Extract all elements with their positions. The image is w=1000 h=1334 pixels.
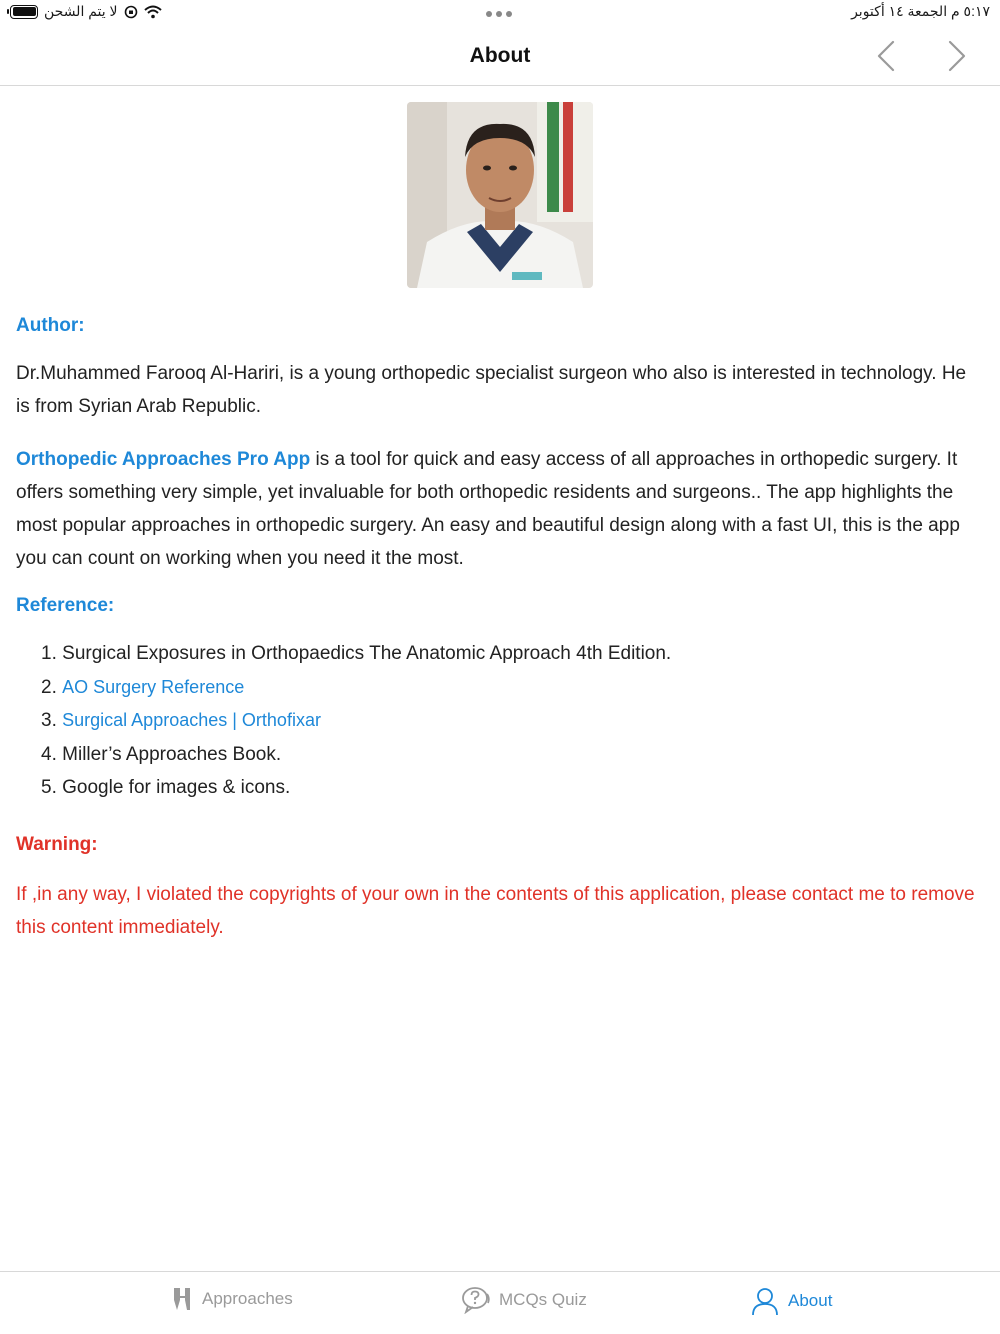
about-content [0, 87, 1000, 944]
back-button[interactable] [868, 38, 904, 74]
person-icon [750, 1286, 780, 1316]
ao-surgery-reference-link[interactable]: AO Surgery Reference [62, 676, 245, 697]
charging-status: لا يتم الشحن [44, 3, 118, 19]
author-heading: Author: [16, 315, 85, 336]
reference-item: 5. Google for images & icons. [41, 777, 291, 798]
status-bar [0, 0, 1000, 28]
tab-bar [0, 1271, 1000, 1334]
nav-bar [0, 28, 1000, 86]
status-left [10, 3, 162, 20]
app-description [16, 443, 984, 575]
multitasking-dots-icon[interactable] [486, 11, 512, 17]
reference-list [16, 637, 984, 805]
wifi-icon [144, 5, 162, 19]
battery-icon [10, 5, 38, 19]
tab-mcqs-quiz[interactable]: MCQs Quiz [461, 1286, 587, 1314]
reference-heading: Reference: [16, 595, 115, 616]
tab-about[interactable]: About [750, 1286, 832, 1316]
app-name-link[interactable]: Orthopedic Approaches Pro App [16, 449, 311, 470]
reference-item: 3. Surgical Approaches | Orthofixar [41, 710, 321, 731]
page-title: About [469, 44, 531, 67]
author-bio: Dr.Muhammed Farooq Al-Hariri, is a young orthopedic specialist surgeon who also is interested in technology. He is from Syrian Arab Republic. [16, 363, 967, 417]
warning-heading: Warning: [16, 833, 98, 855]
forward-button[interactable] [939, 38, 975, 74]
reference-item: 4. Miller’s Approaches Book. [41, 743, 282, 765]
app-description-text: is a tool for quick and easy access of all approaches in orthopedic surgery. It offers something very simple, yet invaluable for both orthopedic residents and surgeons.. The app highlights the most popular approaches in orthopedic surgery. An easy and beautiful design along with a fast UI, this is the app you can count on working when you need it the most. [16, 449, 960, 569]
reference-item: 1. Surgical Exposures in Orthopaedics The Anatomic Approach 4th Edition. [41, 643, 672, 664]
orthofixar-link[interactable]: Surgical Approaches | Orthofixar [62, 710, 321, 730]
status-datetime: ٥:١٧ م الجمعة ١٤ أكتوبر [851, 3, 990, 19]
reference-item: 2. AO Surgery Reference [41, 676, 245, 698]
tab-approaches[interactable]: Approaches [170, 1286, 293, 1312]
warning-text: If ,in any way, I violated the copyrights of your own in the contents of this application, please contact me to remove this content immediately. [16, 883, 975, 938]
chevron-right-icon [947, 40, 967, 72]
surgical-tools-icon [170, 1286, 194, 1312]
chevron-left-icon [876, 40, 896, 72]
author-photo [407, 102, 593, 288]
question-bubble-icon [461, 1286, 491, 1314]
orientation-lock-icon [124, 5, 138, 19]
